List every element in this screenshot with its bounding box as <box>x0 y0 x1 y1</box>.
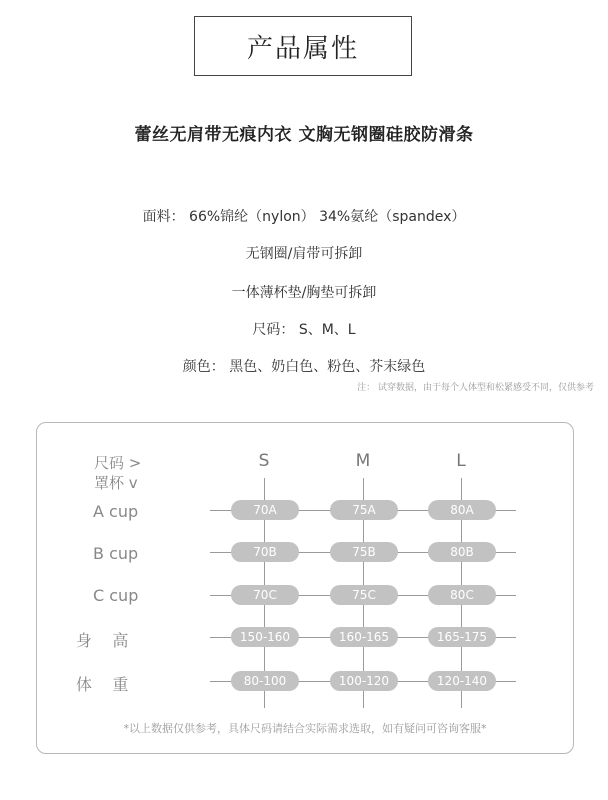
row-label-c-cup: C cup <box>93 586 139 605</box>
row-label-height: 身 高 <box>76 631 129 650</box>
size-cell-s-height: 150-160 <box>231 627 299 647</box>
size-cell-m-height: 160-165 <box>330 627 398 647</box>
col-header-s: S <box>258 451 270 471</box>
product-name: 蕾丝无肩带无痕内衣 文胸无钢圈硅胶防滑条 <box>134 125 474 145</box>
section-title: 产品属性 <box>194 16 412 76</box>
col-header-m: M <box>355 451 371 471</box>
attr-fabric: 面料： 66%锦纶（nylon） 34%氨纶（spandex） <box>142 209 466 225</box>
attr-pad: 一体薄杯垫/胸垫可拆卸 <box>231 285 377 301</box>
row-label-a-cup: A cup <box>93 502 139 521</box>
size-cell-l-weight: 120-140 <box>428 671 496 691</box>
size-cell-s-a: 70A <box>231 500 299 520</box>
attr-sizes: 尺码： S、M、L <box>252 322 356 338</box>
size-cell-m-b: 75B <box>330 542 398 562</box>
size-cell-l-a: 80A <box>428 500 496 520</box>
size-cell-s-weight: 80-100 <box>231 671 299 691</box>
size-cell-m-a: 75A <box>330 500 398 520</box>
size-cell-s-b: 70B <box>231 542 299 562</box>
fit-note: 注： 试穿数据，由于每个人体型和松紧感受不同，仅供参考 <box>357 383 594 393</box>
attr-underwire: 无钢圈/肩带可拆卸 <box>245 246 363 262</box>
size-footnote: *以上数据仅供参考，具体尺码请结合实际需求选取，如有疑问可咨询客服* <box>123 722 487 735</box>
attr-colors: 颜色： 黑色、奶白色、粉色、芥末绿色 <box>182 359 426 375</box>
row-label-weight: 体 重 <box>76 675 129 694</box>
size-cell-l-c: 80C <box>428 585 496 605</box>
size-cell-s-c: 70C <box>231 585 299 605</box>
col-header-l: L <box>456 451 466 471</box>
row-label-b-cup: B cup <box>93 544 139 563</box>
size-cell-m-weight: 100-120 <box>330 671 398 691</box>
corner-cup-label: 罩杯 v <box>94 474 138 492</box>
size-cell-l-height: 165-175 <box>428 627 496 647</box>
size-cell-m-c: 75C <box>330 585 398 605</box>
size-cell-l-b: 80B <box>428 542 496 562</box>
corner-size-label: 尺码 > <box>94 454 142 472</box>
